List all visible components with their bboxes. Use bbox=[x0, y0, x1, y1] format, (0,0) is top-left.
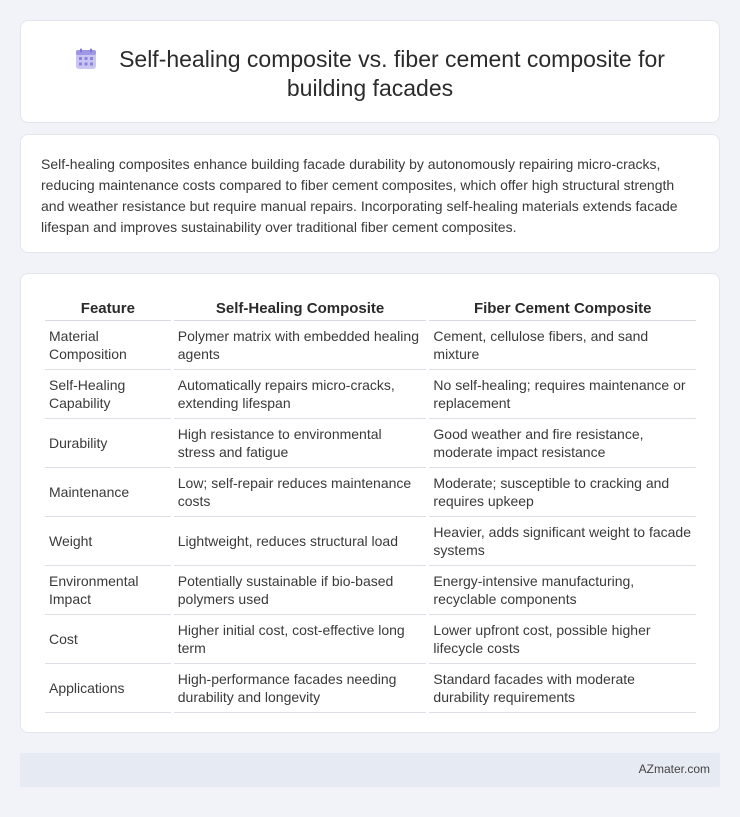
self-healing-cell: Potentially sustainable if bio-based polymers used bbox=[174, 566, 427, 615]
fiber-cement-cell: Moderate; susceptible to cracking and requires upkeep bbox=[429, 468, 696, 517]
table-row bbox=[45, 566, 696, 615]
fiber-cement-cell: Energy-intensive manufacturing, recyclable components bbox=[429, 566, 696, 615]
table-row bbox=[45, 419, 696, 468]
fiber-cement-cell: No self-healing; requires maintenance or replacement bbox=[429, 370, 696, 419]
feature-cell: Self-Healing Capability bbox=[45, 370, 171, 419]
title-card bbox=[20, 20, 720, 123]
comparison-table bbox=[42, 295, 699, 713]
self-healing-cell: High-performance facades needing durability and longevity bbox=[174, 664, 427, 713]
self-healing-cell: Low; self-repair reduces maintenance costs bbox=[174, 468, 427, 517]
feature-cell: Maintenance bbox=[45, 468, 171, 517]
header-feature: Feature bbox=[45, 295, 171, 321]
summary-text: Self-healing composites enhance building facade durability by autonomously repairing micro-cracks, reducing maintenance costs compared to fiber cement composites, which offer high structural strength and weather resistance but require manual repairs. Incorporating self-healing materials extends facade lifespan and improves sustainability over traditional fiber cement composites. bbox=[41, 156, 678, 235]
page-title-wrap bbox=[21, 45, 719, 103]
fiber-cement-cell: Lower upfront cost, possible higher lifecycle costs bbox=[429, 615, 696, 664]
feature-cell: Weight bbox=[45, 517, 171, 566]
fiber-cement-cell: Good weather and fire resistance, moderate impact resistance bbox=[429, 419, 696, 468]
table-row bbox=[45, 664, 696, 713]
table-row bbox=[45, 517, 696, 566]
header-self-healing: Self-Healing Composite bbox=[174, 295, 427, 321]
fiber-cement-cell: Cement, cellulose fibers, and sand mixture bbox=[429, 321, 696, 370]
fiber-cement-cell: Heavier, adds significant weight to facade systems bbox=[429, 517, 696, 566]
feature-cell: Environmental Impact bbox=[45, 566, 171, 615]
table-header-row bbox=[45, 295, 696, 321]
header-fiber-cement: Fiber Cement Composite bbox=[429, 295, 696, 321]
self-healing-cell: Lightweight, reduces structural load bbox=[174, 517, 427, 566]
calendar-grid-icon bbox=[75, 48, 97, 70]
feature-cell: Durability bbox=[45, 419, 171, 468]
feature-cell: Material Composition bbox=[45, 321, 171, 370]
self-healing-cell: High resistance to environmental stress and fatigue bbox=[174, 419, 427, 468]
table-row bbox=[45, 615, 696, 664]
feature-cell: Cost bbox=[45, 615, 171, 664]
table-row bbox=[45, 468, 696, 517]
self-healing-cell: Higher initial cost, cost-effective long term bbox=[174, 615, 427, 664]
footer-brand-link[interactable]: AZmater.com bbox=[638, 762, 710, 776]
self-healing-cell: Polymer matrix with embedded healing agents bbox=[174, 321, 427, 370]
feature-cell: Applications bbox=[45, 664, 171, 713]
page-title: Self-healing composite vs. fiber cement composite for building facades bbox=[119, 46, 665, 101]
table-row bbox=[45, 370, 696, 419]
table-row bbox=[45, 321, 696, 370]
summary-card bbox=[20, 134, 720, 253]
comparison-table-card bbox=[20, 273, 720, 733]
fiber-cement-cell: Standard facades with moderate durability requirements bbox=[429, 664, 696, 713]
footer-bar bbox=[20, 753, 720, 787]
self-healing-cell: Automatically repairs micro-cracks, extending lifespan bbox=[174, 370, 427, 419]
